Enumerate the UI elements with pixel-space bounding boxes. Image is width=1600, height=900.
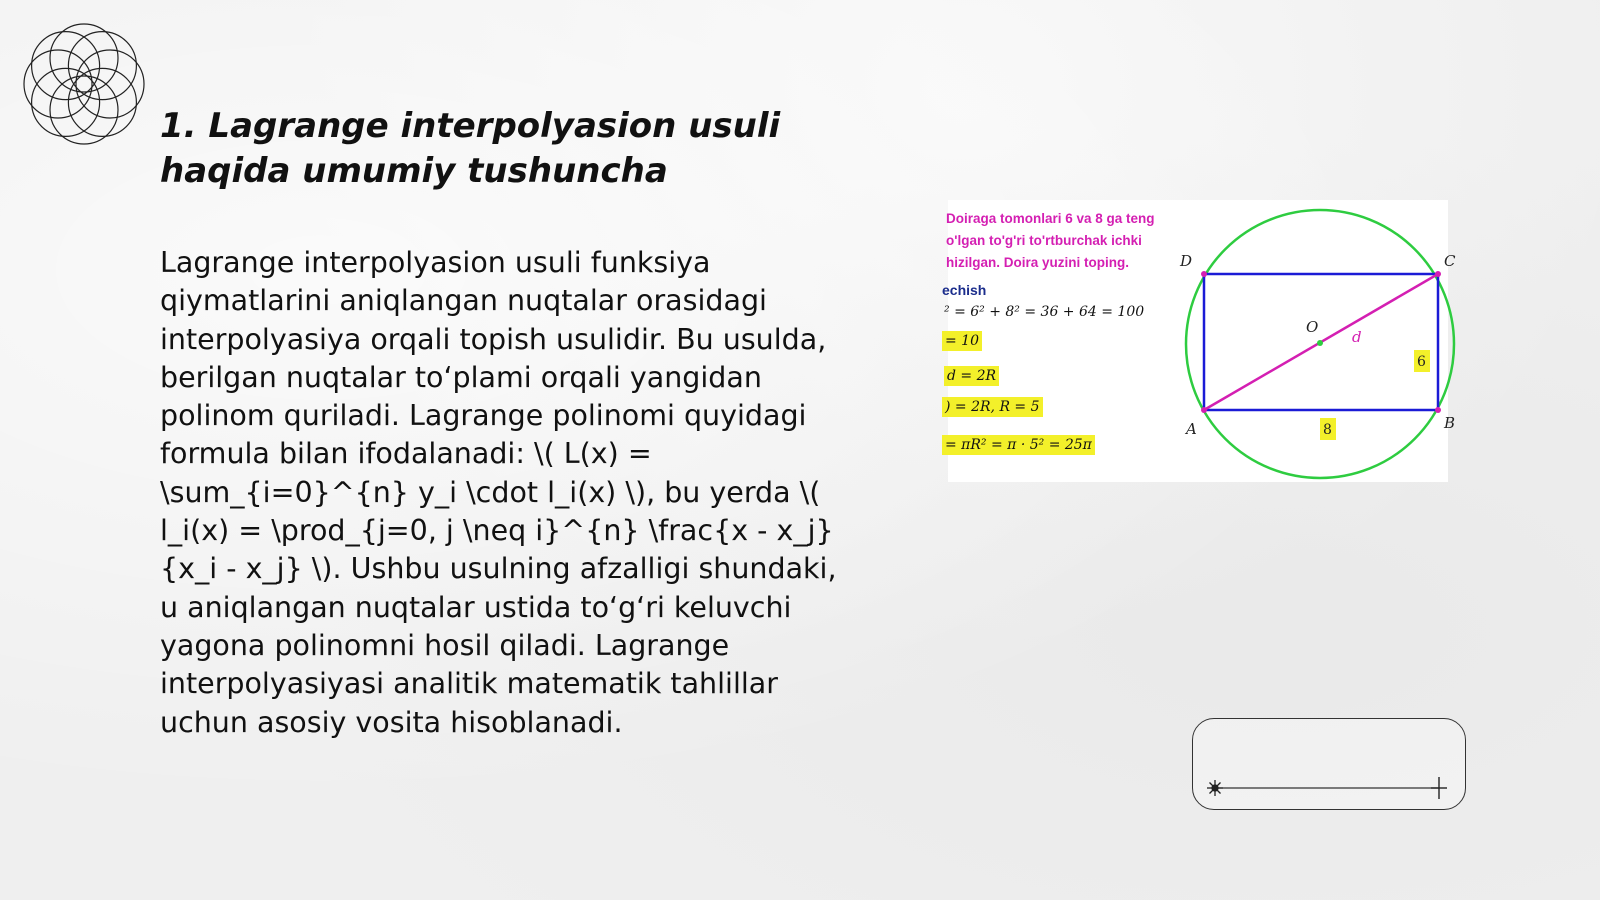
slide-body-text: Lagrange interpolyasion usuli funksiya qiymatlarini aniqlangan nuqtalar orasidagi interpolyasiya orqali topish usulidir. Bu usulda, berilgan nuqtalar to‘plami orqali yangidan polinom quriladi. Lagrange polinomi quyidagi formula bilan ifodalanadi: \( L(x) = \sum_{i=0}^{n} y_i \cdot l_i(x) \), bu yerda \( l_i(x) = \prod_{j=0, j \neq i}^{n} \frac{x - x_j}{x_i - x_j} \). Ushbu usulning afzalligi shundaki, u aniqlangan nuqtalar ustida to‘g‘ri keluvchi yagona polinomni hosil qiladi. Lagrange interpolyasiyasi analitik matematik tahlillar uchun asosiy vosita hisoblanadi.	[160, 246, 837, 739]
crosshair-icon	[1431, 777, 1447, 799]
figure-equation-5: = πR² = π · 5² = 25π	[942, 435, 1095, 455]
figure-equation-4: ) = 2R, R = 5	[942, 397, 1043, 417]
circle-rectangle-diagram	[948, 200, 1456, 482]
label-A: A	[1186, 420, 1197, 438]
slider-track	[1193, 719, 1465, 809]
label-O: O	[1306, 318, 1319, 336]
geometry-figure	[942, 200, 1456, 482]
figure-problem-text: Doiraga tomonlari 6 va 8 ga teng o'lgan to'g'ri to'rtburchak ichki hizilgan. Doira yuzini toping.	[946, 211, 1155, 270]
label-C: C	[1444, 252, 1456, 270]
vertex-C	[1435, 271, 1441, 277]
title-line-2: haqida umumiy tushuncha	[160, 151, 668, 191]
figure-equation-2: = 10	[942, 331, 982, 351]
vertex-B	[1435, 407, 1441, 413]
vertex-A	[1201, 407, 1207, 413]
side-8-label: 8	[1323, 422, 1332, 438]
figure-equation-3: d = 2R	[944, 366, 999, 386]
figure-equation-1: ² = 6² + 8² = 36 + 64 = 100	[944, 304, 1145, 320]
center-O	[1317, 340, 1323, 346]
sun-icon	[1207, 780, 1223, 796]
slide-title	[160, 104, 860, 194]
title-line-1: 1. Lagrange interpolyasion usuli	[160, 106, 781, 146]
label-B: B	[1444, 414, 1456, 432]
figure-solution-heading: echish	[942, 282, 987, 298]
vertex-D	[1201, 271, 1207, 277]
label-d: d	[1352, 328, 1362, 346]
rosette-ornament-icon	[10, 10, 158, 158]
decorative-slider-panel	[1192, 718, 1466, 810]
side-6-label: 6	[1417, 354, 1426, 370]
label-D: D	[1180, 252, 1193, 270]
